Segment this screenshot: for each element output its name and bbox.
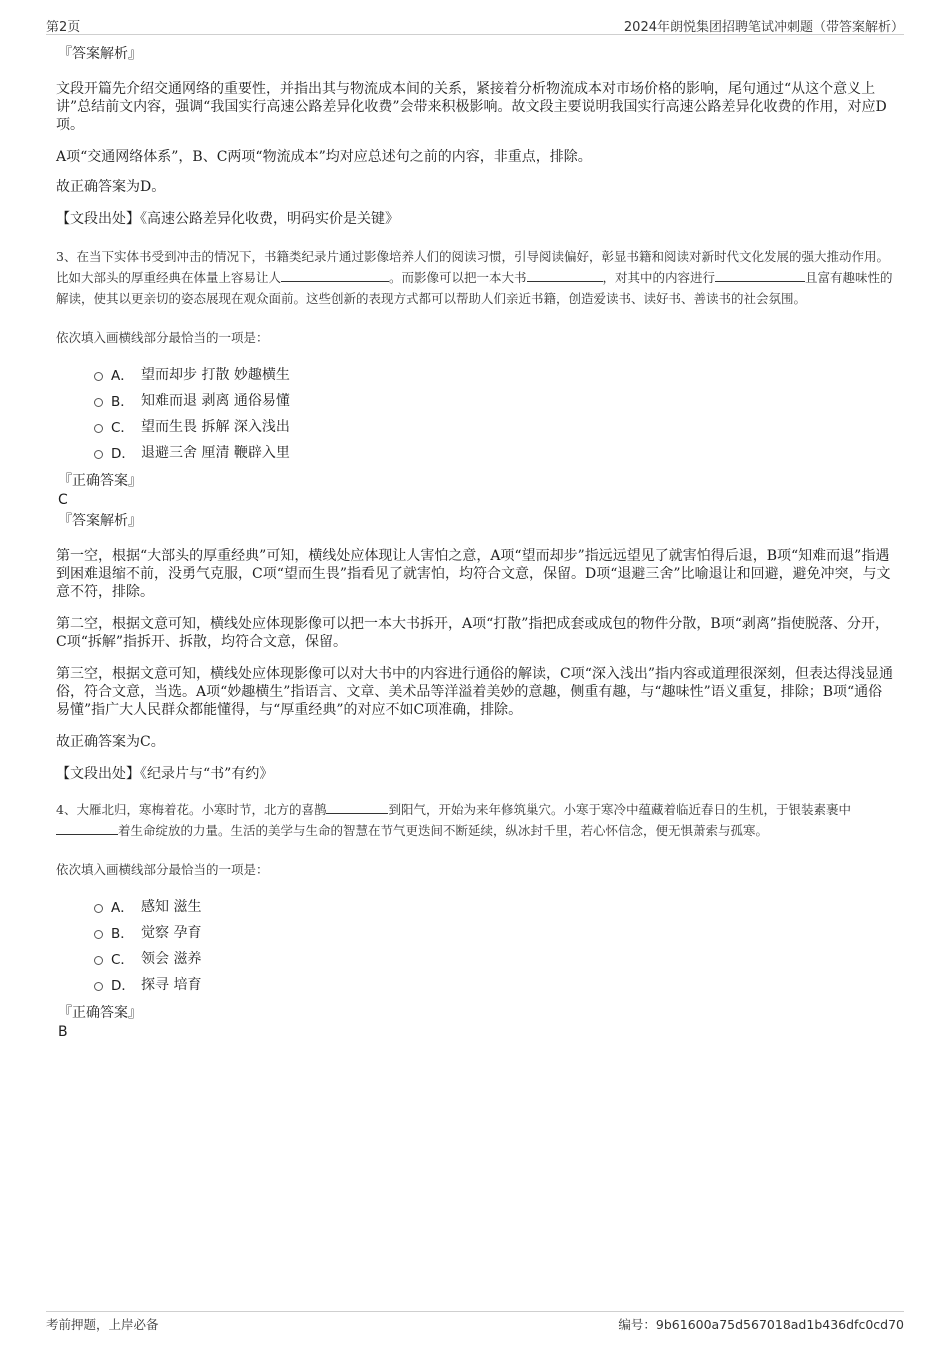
- radio-icon[interactable]: [94, 450, 103, 459]
- radio-icon[interactable]: [94, 956, 103, 965]
- q2-analysis-paragraph-1: 文段开篇先介绍交通网络的重要性，并指出其与物流成本间的关系，紧接着分析物流成本对市场价格的影响，尾句通过“从这个意义上讲”总结前文内容，强调“我国实行高速公路差异化收费”会带来积极影响。故文段主要说明我国实行高速公路差异化收费的作用，对应D项。: [56, 81, 887, 133]
- q3-prompt: 依次填入画横线部分最恰当的一项是：: [56, 330, 269, 345]
- document-serial: 编号：9b61600a75d567018ad1b436dfc0cd70: [618, 1317, 904, 1332]
- q4-correct-value: B: [58, 1024, 68, 1040]
- q3-analysis-paragraph-3: 第三空，根据文意可知，横线处应体现影像可以对大书中的内容进行通俗的解读，C项“深入浅出”指内容或道理很深刻，但表达得浅显通俗，符合文意，当选。A项“妙趣横生”指语言、文章、美术品等洋溢着美妙的意趣，侧重有趣，与“趣味性”语义重复，排除；B项“通俗易懂”指广大人民群众都能懂得，与“厚重经典”的对应不如C项准确，排除。: [56, 666, 894, 718]
- q3-options: [94, 361, 894, 465]
- q3-analysis-label: 『答案解析』: [58, 513, 142, 529]
- document-title: 2024年朗悦集团招聘笔试冲刺题（带答案解析）: [623, 20, 904, 35]
- fill-blank: [326, 800, 388, 814]
- radio-icon[interactable]: [94, 398, 103, 407]
- q4-option-a[interactable]: A． 感知 滋生: [94, 893, 894, 919]
- radio-icon[interactable]: [94, 930, 103, 939]
- q3-analysis-paragraph-1: 第一空，根据“大部头的厚重经典”可知，横线处应体现让人害怕之意，A项“望而却步”指远远望见了就害怕得后退，B项“知难而退”指遇到困难退缩不前，没勇气克服，C项“望而生畏”指看见了就害怕，均符合文意，保留。D项“退避三舍”比喻退让和回避，避免冲突，与文意不符，排除。: [56, 548, 891, 600]
- q2-analysis-paragraph-2: A项“交通网络体系”，B、C两项“物流成本”均对应总述句之前的内容，非重点，排除。: [56, 149, 592, 165]
- q4-options: [94, 893, 894, 997]
- page-footer: [46, 1311, 904, 1334]
- q4-correct-label: 『正确答案』: [58, 1005, 142, 1021]
- q3-option-c[interactable]: C． 望而生畏 拆解 深入浅出: [94, 413, 894, 439]
- radio-icon[interactable]: [94, 982, 103, 991]
- fill-blank: [715, 268, 805, 282]
- q3-question-text: 3、在当下实体书受到冲击的情况下，书籍类纪录片通过影像培养人们的阅读习惯，引导阅读偏好，彰显书籍和阅读对新时代文化发展的强大推动作用。比如大部头的厚重经典在体量上容易让人 。而影像可以把一本大书 ，对其中的内容进行 且富有趣味性的解读，使其以更亲切的姿态展现在观众面前。这些创新的表现方式都可以帮助人们亲近书籍，创造爱读书、读好书、善读书的社会氛围。: [56, 249, 893, 306]
- fill-blank: [527, 268, 603, 282]
- q3-option-d[interactable]: D． 退避三舍 厘清 鞭辟入里: [94, 439, 894, 465]
- q2-analysis-label: 『答案解析』: [58, 46, 142, 62]
- footer-slogan: 考前押题，上岸必备: [46, 1317, 159, 1332]
- q4-option-c[interactable]: C． 领会 滋养: [94, 945, 894, 971]
- q3-correct-label: 『正确答案』: [58, 473, 142, 489]
- q3-source: 【文段出处】《纪录片与“书”有约》: [56, 766, 274, 782]
- q4-option-b[interactable]: B． 觉察 孕育: [94, 919, 894, 945]
- q4-option-d[interactable]: D． 探寻 培育: [94, 971, 894, 997]
- fill-blank: [281, 268, 389, 282]
- radio-icon[interactable]: [94, 372, 103, 381]
- q3-option-b[interactable]: B． 知难而退 剥离 通俗易懂: [94, 387, 894, 413]
- q2-source: 【文段出处】《高速公路差异化收费，明码实价是关键》: [56, 211, 399, 227]
- page-number: 第2页: [46, 20, 81, 35]
- page-header: [46, 14, 904, 35]
- page-content: [56, 44, 894, 1041]
- fill-blank: [56, 821, 118, 835]
- q4-prompt: 依次填入画横线部分最恰当的一项是：: [56, 862, 269, 877]
- radio-icon[interactable]: [94, 904, 103, 913]
- q2-analysis-paragraph-3: 故正确答案为D。: [56, 179, 166, 195]
- q3-analysis-paragraph-4: 故正确答案为C。: [56, 734, 165, 750]
- q3-option-a[interactable]: A． 望而却步 打散 妙趣横生: [94, 361, 894, 387]
- q3-analysis-paragraph-2: 第二空，根据文意可知，横线处应体现影像可以把一本大书拆开，A项“打散”指把成套或成包的物件分散，B项“剥离”指使脱落、分开，C项“拆解”指拆开、拆散，均符合文意，保留。: [56, 616, 890, 650]
- radio-icon[interactable]: [94, 424, 103, 433]
- q3-correct-value: C: [58, 492, 68, 508]
- q4-question-text: 4、大雁北归，寒梅着花。小寒时节，北方的喜鹊 到阳气，开始为来年修筑巢穴。小寒于寒冷中蕴藏着临近春日的生机，于银装素裹中着生命绽放的力量。生活的美学与生命的智慧在节气更迭间不断延续，纵冰封千里，若心怀信念，便无惧萧索与孤寒。: [56, 802, 851, 838]
